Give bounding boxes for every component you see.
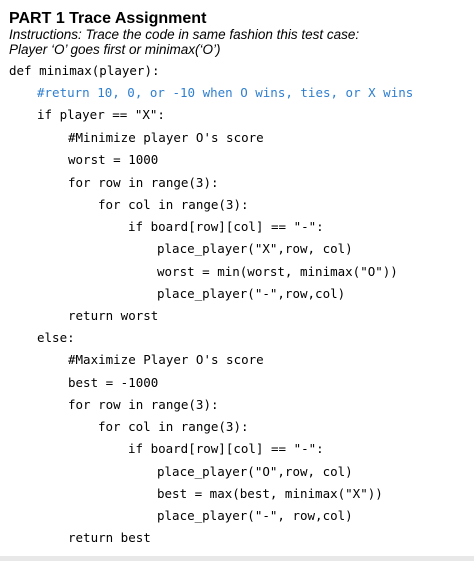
document-title: PART 1 Trace Assignment — [9, 10, 207, 27]
code-line-place-x: place_player("X",row, col) — [157, 241, 353, 256]
code-line-for-col-2: for col in range(3): — [98, 419, 249, 434]
code-line-return-best: return best — [68, 530, 151, 545]
code-line-if-board: if board[row][col] == "-": — [128, 219, 324, 234]
code-line-for-row: for row in range(3): — [68, 175, 219, 190]
code-line-comment-return: #return 10, 0, or -10 when O wins, ties, or X wins — [37, 85, 414, 100]
instructions-line-1: Instructions: Trace the code in same fashion this test case: — [9, 27, 360, 42]
code-line-best-init: best = -1000 — [68, 375, 159, 390]
code-line-for-row-2: for row in range(3): — [68, 397, 219, 412]
code-line-worst-min: worst = min(worst, minimax("O")) — [157, 264, 398, 279]
code-line-if-board-2: if board[row][col] == "-": — [128, 441, 324, 456]
code-line-comment-minimize: #Minimize player O's score — [68, 130, 264, 145]
code-line-best-max: best = max(best, minimax("X")) — [157, 486, 383, 501]
code-line-place-reset-2: place_player("-", row,col) — [157, 508, 353, 523]
code-line-place-reset: place_player("-",row,col) — [157, 286, 346, 301]
page-bottom-border — [0, 556, 474, 561]
code-line-if-player: if player == "X": — [37, 107, 165, 122]
code-line-place-o: place_player("O",row, col) — [157, 464, 353, 479]
code-line-comment-maximize: #Maximize Player O's score — [68, 352, 264, 367]
code-line-worst-init: worst = 1000 — [68, 152, 159, 167]
code-line-def: def minimax(player): — [9, 63, 160, 78]
code-line-for-col: for col in range(3): — [98, 197, 249, 212]
instructions-line-2: Player ‘O’ goes first or minimax(‘O’) — [9, 42, 221, 57]
code-line-return-worst: return worst — [68, 308, 159, 323]
code-line-else: else: — [37, 330, 75, 345]
